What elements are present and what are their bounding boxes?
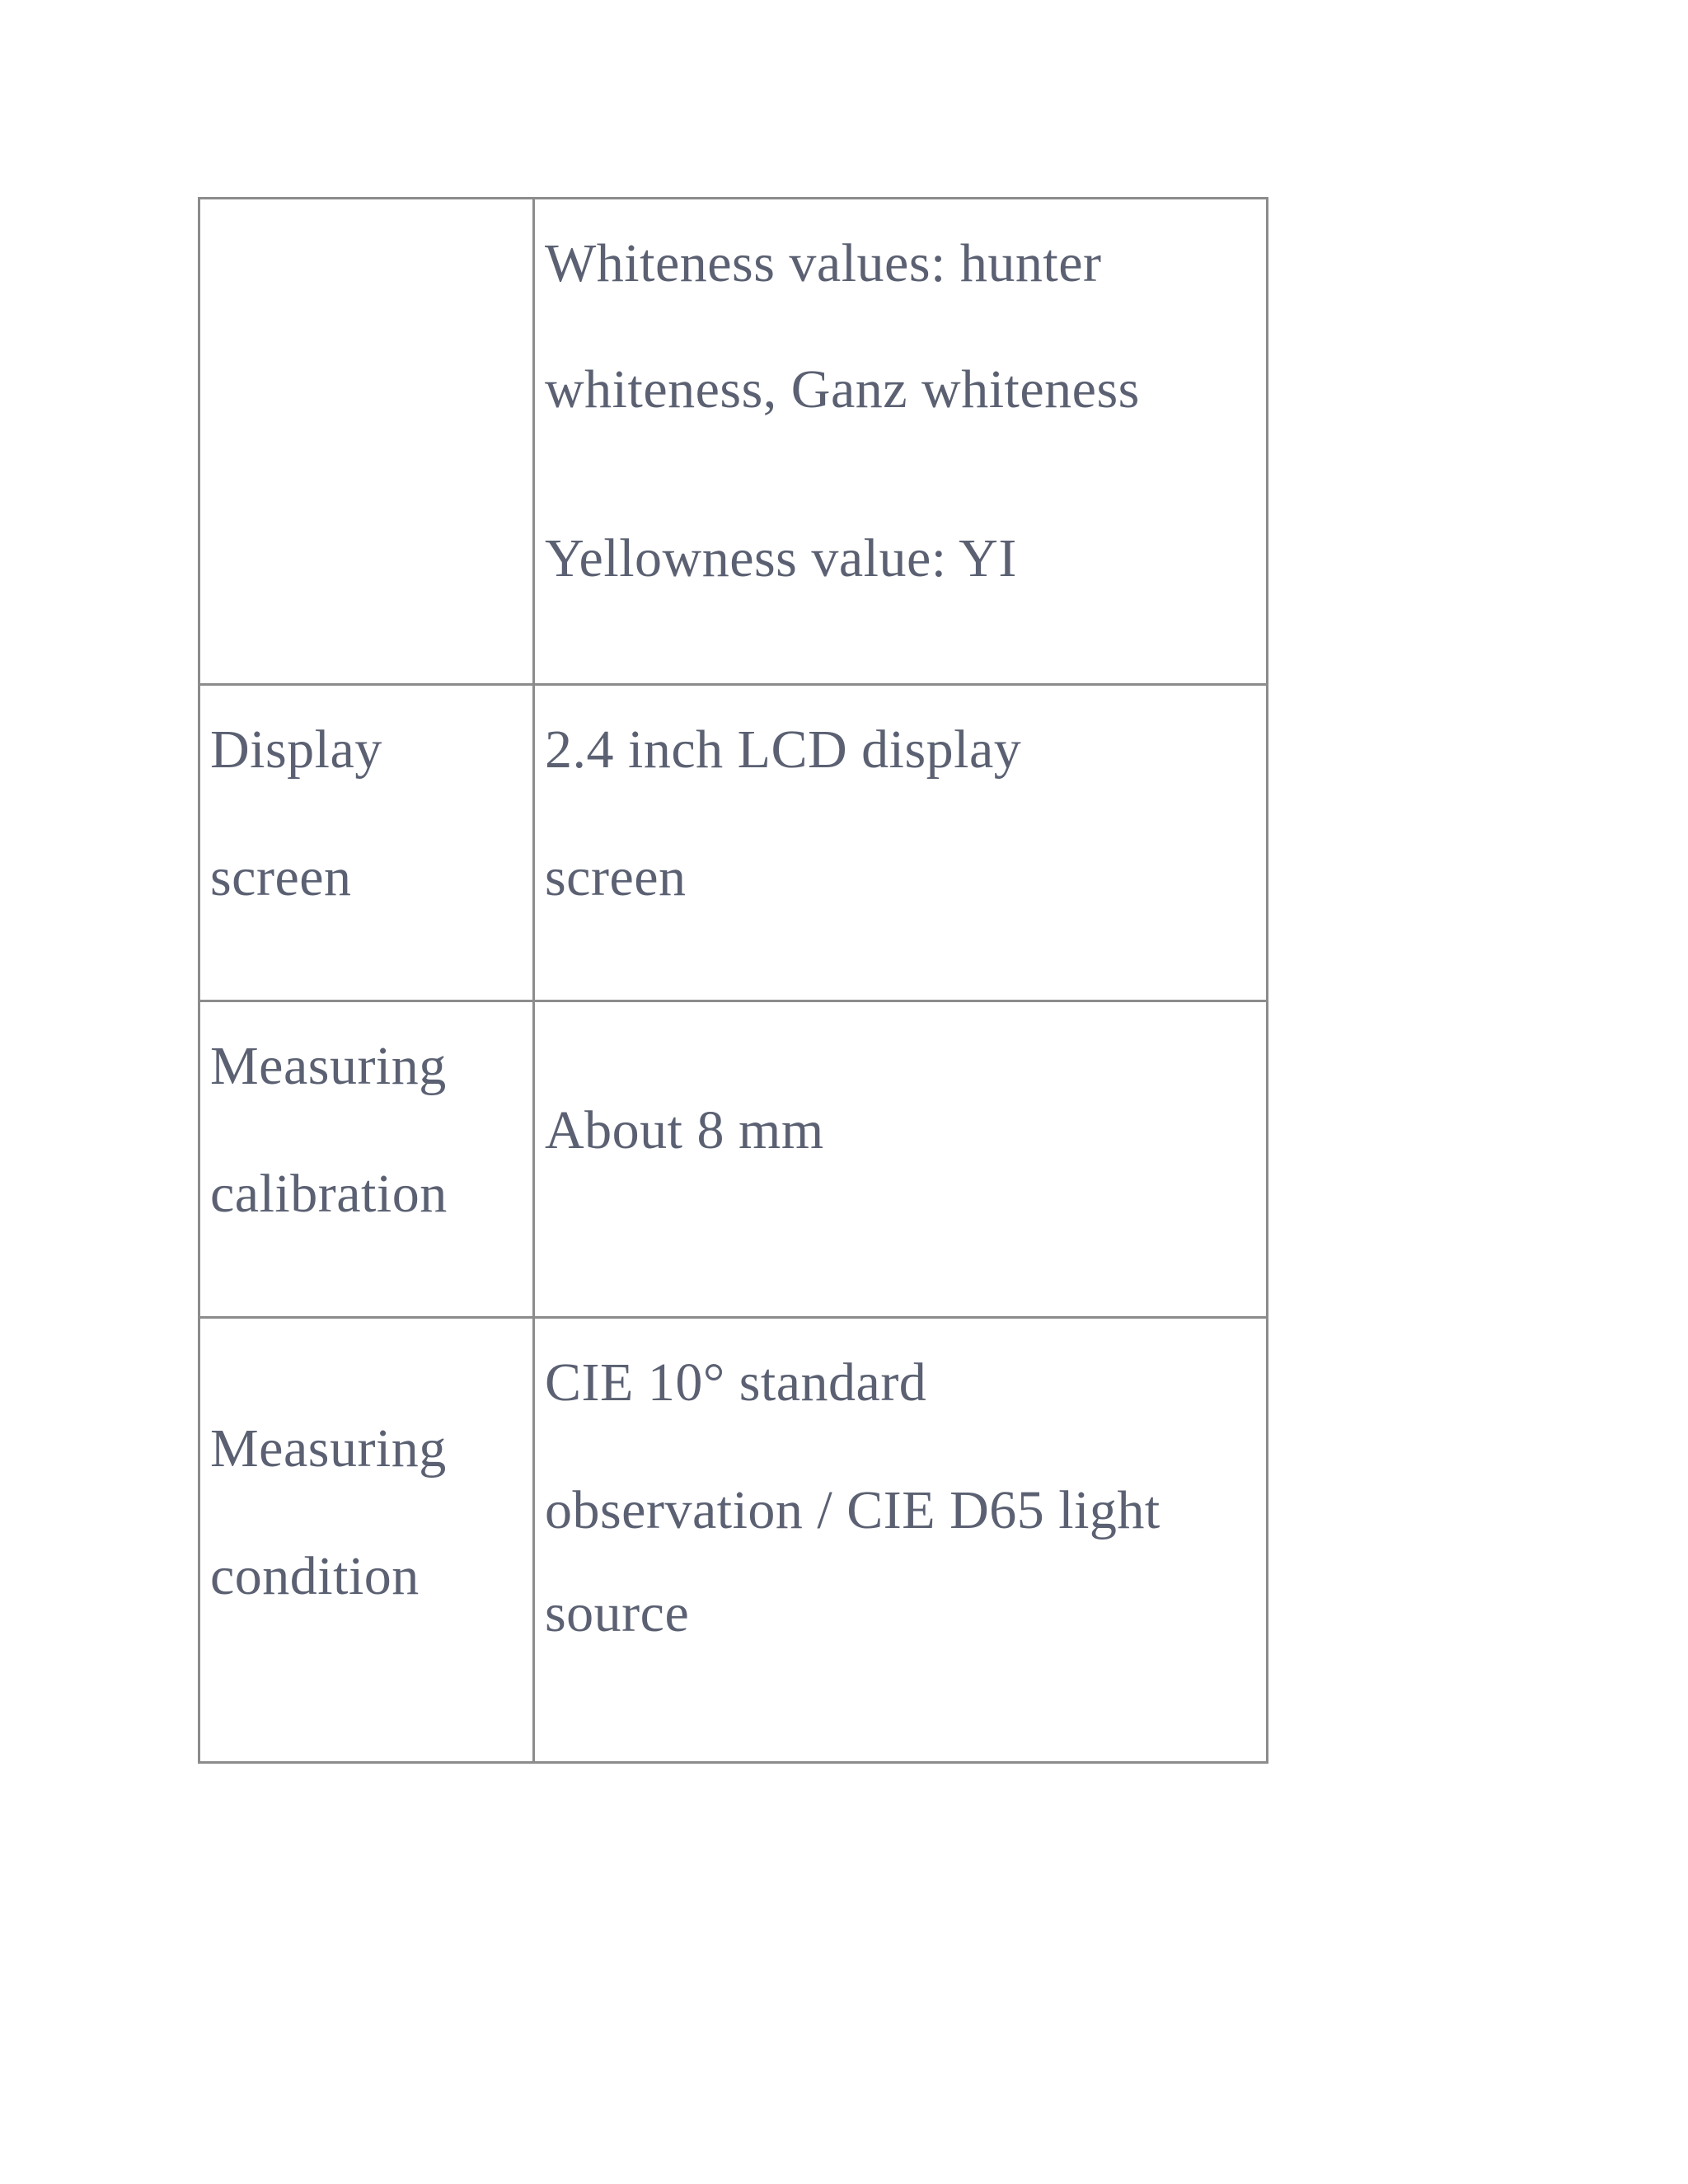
value-line: observation / CIE D65 light (545, 1480, 1160, 1540)
table-row (199, 685, 1268, 1001)
label-line: Measuring (210, 1036, 447, 1096)
value-cell-measuring-calibration (534, 1001, 1268, 1318)
value-line: Whiteness values: hunter (545, 233, 1102, 293)
label-line: Measuring (210, 1418, 447, 1479)
label-line: condition (210, 1546, 420, 1606)
label-cell-empty (199, 199, 534, 685)
value-line: About 8 mm (545, 1100, 824, 1160)
value-cell-measuring-condition (534, 1318, 1268, 1763)
table-row (199, 199, 1268, 685)
value-cell-whiteness (534, 199, 1268, 685)
specifications-table (198, 197, 1268, 1764)
value-cell-display-screen (534, 685, 1268, 1001)
value-line: CIE 10° standard (545, 1352, 927, 1413)
value-line: 2.4 inch LCD display (545, 719, 1022, 780)
value-line: source (545, 1583, 690, 1643)
value-line: whiteness, Ganz whiteness (545, 359, 1140, 419)
value-line: Yellowness value: YI (545, 528, 1017, 588)
label-cell-measuring-condition (199, 1318, 534, 1763)
label-line: screen (210, 847, 352, 907)
table-row (199, 1318, 1268, 1763)
label-cell-measuring-calibration (199, 1001, 534, 1318)
table-row (199, 1001, 1268, 1318)
label-line: Display (210, 719, 382, 780)
label-cell-display-screen (199, 685, 534, 1001)
value-line: screen (545, 847, 687, 907)
label-line: calibration (210, 1164, 448, 1224)
